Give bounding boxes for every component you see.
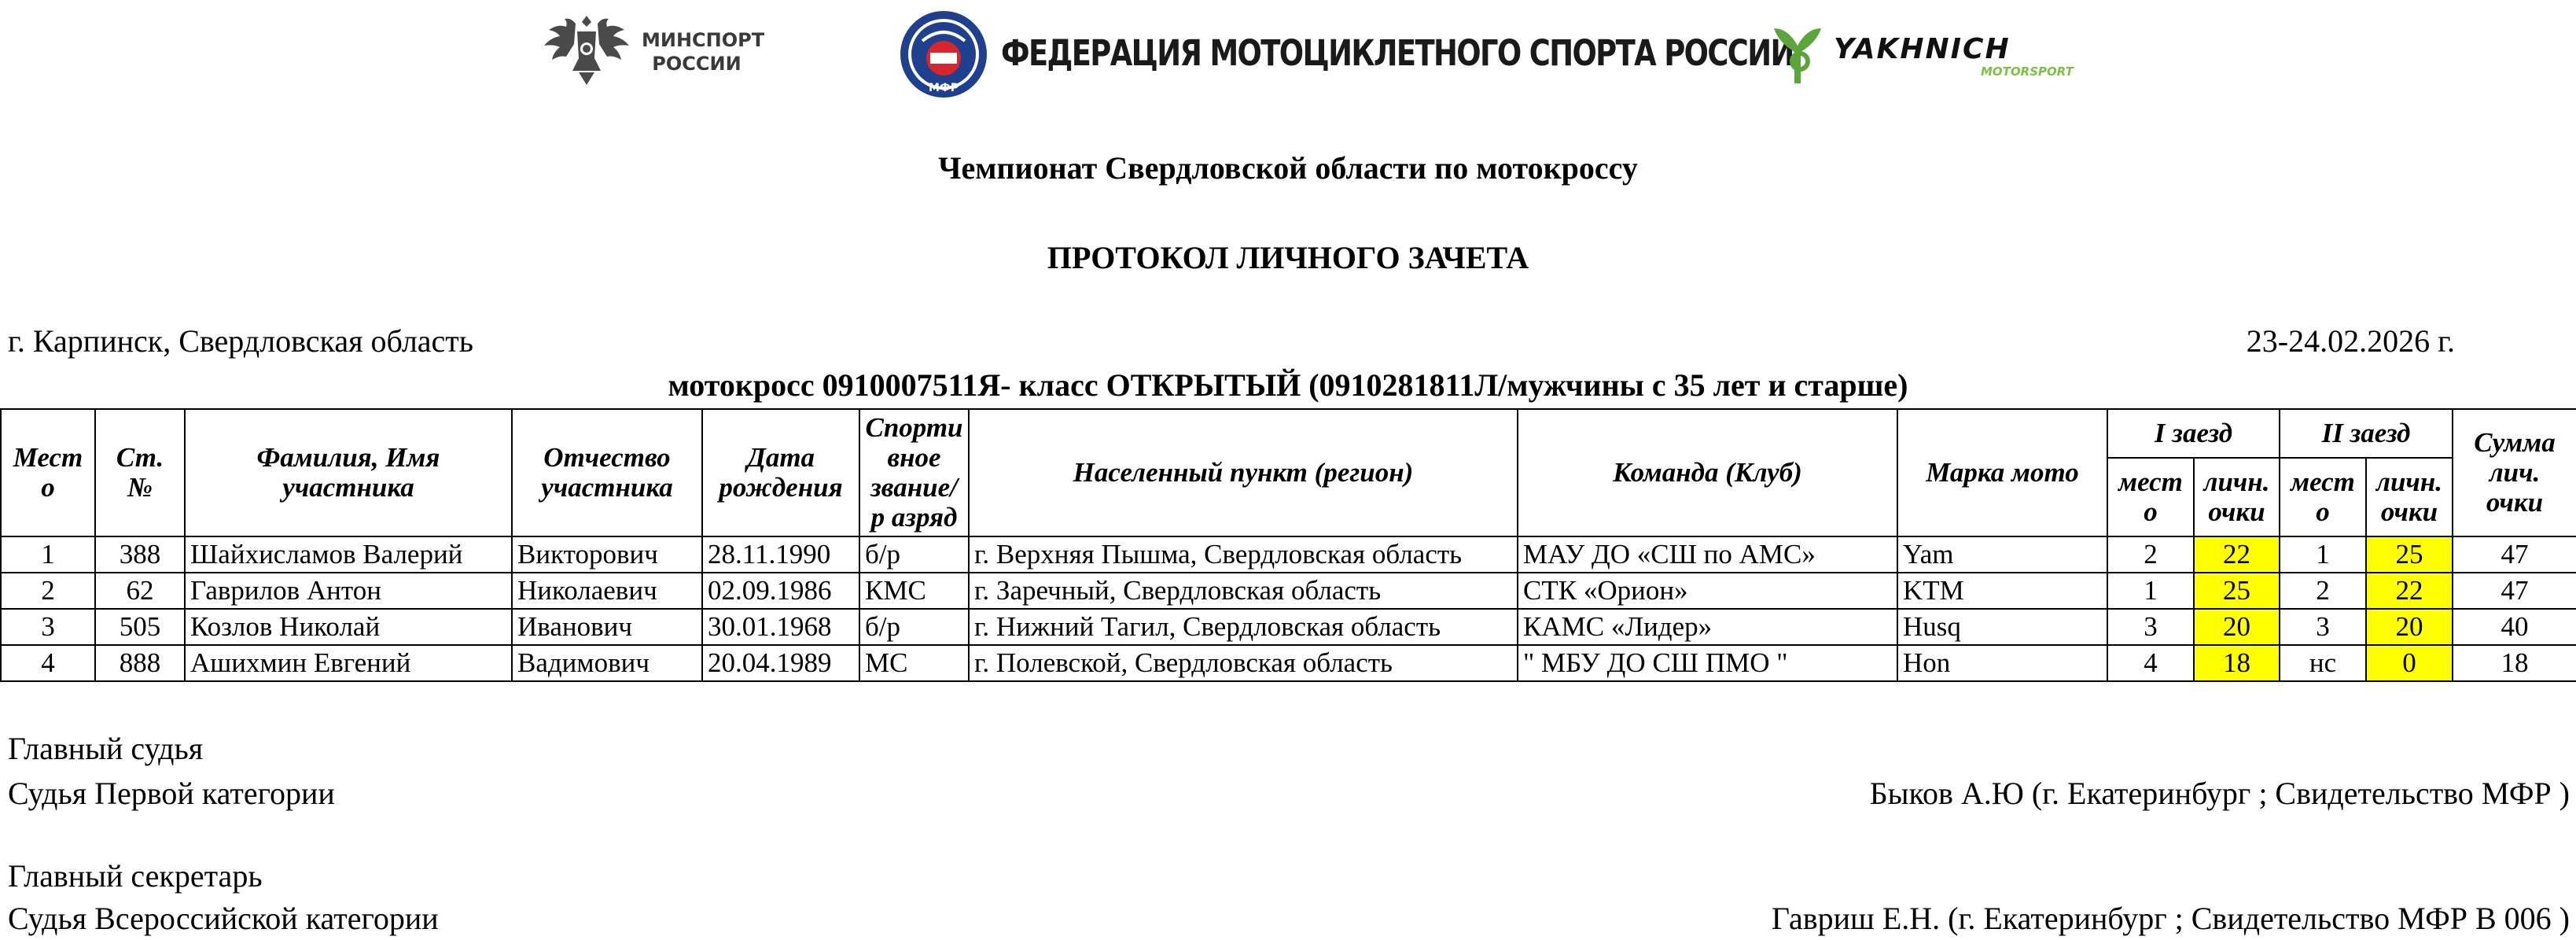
chief-judge-name: Быков А.Ю (г. Екатеринбург ; Свидетельство МФР ) — [1869, 776, 2570, 811]
table-row — [1, 609, 2576, 645]
cell-bike: Husq — [1897, 609, 2107, 645]
header-race-1-place: мест о — [2107, 458, 2194, 536]
cell-place: 1 — [1, 536, 95, 573]
mfr-emblem-text: МФР — [928, 82, 959, 94]
cell-rank: КМС — [859, 573, 969, 609]
cell-total: 18 — [2453, 645, 2576, 681]
cell-r2-points: 0 — [2366, 645, 2453, 681]
cell-team: КАМС «Лидер» — [1518, 609, 1897, 645]
chief-judge-title: Главный судья — [8, 731, 204, 766]
header-rank: Спорти вное звание/р азряд — [859, 409, 969, 536]
cell-city: г. Нижний Тагил, Свердловская область — [969, 609, 1518, 645]
yakhnich-leaf-icon — [1766, 20, 1834, 91]
cell-name: Козлов Николай — [185, 609, 512, 645]
cell-r1-points: 18 — [2194, 645, 2280, 681]
header-race-2-points: личн. очки — [2366, 458, 2453, 536]
cell-r1-place: 3 — [2107, 609, 2194, 645]
cell-city: г. Полевской, Свердловская область — [969, 645, 1518, 681]
cell-total: 47 — [2453, 573, 2576, 609]
cell-start-no: 505 — [95, 609, 185, 645]
cell-name: Ашихмин Евгений — [185, 645, 512, 681]
cell-team: СТК «Орион» — [1518, 573, 1897, 609]
header-race-2: II заезд — [2280, 409, 2453, 458]
minsport-text: МИНСПОРТ РОССИИ — [642, 29, 765, 75]
cell-r2-points: 25 — [2366, 536, 2453, 573]
cell-patronymic: Николаевич — [512, 573, 702, 609]
cell-rank: МС — [859, 645, 969, 681]
cell-total: 40 — [2453, 609, 2576, 645]
cell-city: г. Верхняя Пышма, Свердловская область — [969, 536, 1518, 573]
cell-birth: 30.01.1968 — [702, 609, 859, 645]
cell-bike: Yam — [1897, 536, 2107, 573]
double-headed-eagle-icon — [539, 9, 634, 88]
table-row — [1, 573, 2576, 609]
cell-start-no: 388 — [95, 536, 185, 573]
event-date: 23-24.02.2026 г. — [2246, 323, 2455, 359]
cell-team: " МБУ ДО СШ ПМО " — [1518, 645, 1897, 681]
sponsor-logo — [1766, 20, 2074, 91]
header-birth: Дата рождения — [702, 409, 859, 536]
federation-logo — [899, 9, 1794, 100]
cell-city: г. Заречный, Свердловская область — [969, 573, 1518, 609]
chief-secretary-category: Судья Всероссийской категории — [8, 901, 439, 936]
cell-birth: 20.04.1989 — [702, 645, 859, 681]
cell-place: 2 — [1, 573, 95, 609]
chief-secretary-name: Гавриш Е.Н. (г. Екатеринбург ; Свидетельство МФР В 006 ) — [1771, 901, 2570, 936]
table-row — [1, 536, 2576, 573]
cell-name: Шайхисламов Валерий — [185, 536, 512, 573]
cell-team: МАУ ДО «СШ по АМС» — [1518, 536, 1897, 573]
location: г. Карпинск, Свердловская область — [8, 323, 474, 359]
cell-patronymic: Вадимович — [512, 645, 702, 681]
minsport-logo — [539, 9, 765, 88]
cell-r2-place: 2 — [2280, 573, 2366, 609]
cell-place: 4 — [1, 645, 95, 681]
cell-r2-points: 22 — [2366, 573, 2453, 609]
cell-r2-points: 20 — [2366, 609, 2453, 645]
cell-r2-place: 1 — [2280, 536, 2366, 573]
class-line: мотокросс 0910007511Я- класс ОТКРЫТЫЙ (0910281811Л/мужчины с 35 лет и старше) — [668, 367, 1908, 403]
cell-r1-place: 4 — [2107, 645, 2194, 681]
cell-patronymic: Викторович — [512, 536, 702, 573]
cell-r1-place: 1 — [2107, 573, 2194, 609]
cell-birth: 28.11.1990 — [702, 536, 859, 573]
table-row — [1, 645, 2576, 681]
cell-start-no: 62 — [95, 573, 185, 609]
header-place: Мест о — [1, 409, 95, 536]
results-table — [0, 408, 2576, 682]
header-start-no: Ст. № — [95, 409, 185, 536]
cell-rank: б/р — [859, 609, 969, 645]
mfr-emblem-icon — [899, 9, 989, 100]
header-patronymic: Отчество участника — [512, 409, 702, 536]
cell-r1-place: 2 — [2107, 536, 2194, 573]
cell-name: Гаврилов Антон — [185, 573, 512, 609]
cell-total: 47 — [2453, 536, 2576, 573]
sponsor-sub: MOTORSPORT — [1981, 65, 2074, 79]
chief-secretary-title: Главный секретарь — [8, 858, 263, 894]
cell-r1-points: 22 — [2194, 536, 2280, 573]
cell-r1-points: 25 — [2194, 573, 2280, 609]
cell-start-no: 888 — [95, 645, 185, 681]
header-total: Сумма лич. очки — [2453, 409, 2576, 536]
header-city: Населенный пункт (регион) — [969, 409, 1518, 536]
cell-patronymic: Иванович — [512, 609, 702, 645]
cell-rank: б/р — [859, 536, 969, 573]
header-bike: Марка мото — [1897, 409, 2107, 536]
protocol-title: ПРОТОКОЛ ЛИЧНОГО ЗАЧЕТА — [1047, 240, 1529, 275]
federation-name: ФЕДЕРАЦИЯ МОТОЦИКЛЕТНОГО СПОРТА РОССИИ — [1001, 32, 1794, 74]
cell-bike: Hon — [1897, 645, 2107, 681]
cell-r1-points: 20 — [2194, 609, 2280, 645]
cell-r2-place: 3 — [2280, 609, 2366, 645]
cell-birth: 02.09.1986 — [702, 573, 859, 609]
cell-place: 3 — [1, 609, 95, 645]
sponsor-name: YAKHNICH — [1834, 33, 2011, 65]
header-race-1-points: личн. очки — [2194, 458, 2280, 536]
header-race-2-place: мест о — [2280, 458, 2366, 536]
header-race-1: I заезд — [2107, 409, 2280, 458]
header-name: Фамилия, Имя участника — [185, 409, 512, 536]
cell-bike: KTM — [1897, 573, 2107, 609]
cell-r2-place: нс — [2280, 645, 2366, 681]
header-team: Команда (Клуб) — [1518, 409, 1897, 536]
championship-title: Чемпионат Свердловской области по мотокроссу — [938, 150, 1638, 186]
chief-judge-category: Судья Первой категории — [8, 776, 335, 811]
